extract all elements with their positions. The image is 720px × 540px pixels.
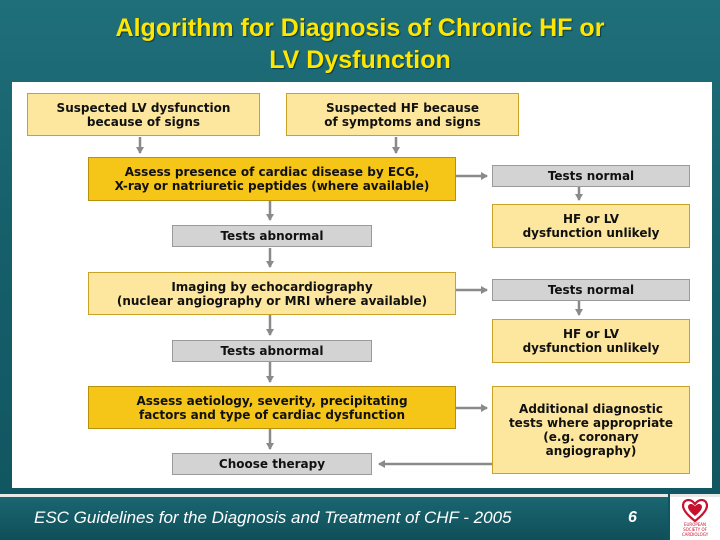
logo-text: EUROPEAN SOCIETY OF CARDIOLOGY <box>681 522 709 537</box>
tests-normal-1-box: Tests normal <box>492 165 690 187</box>
page-number: 6 <box>628 509 637 526</box>
assess-aetiology-box: Assess aetiology, severity, precipitating factors and type of cardiac dysfunction <box>88 386 456 429</box>
additional-tests-box: Additional diagnostic tests where appropriate (e.g. coronary angiography) <box>492 386 690 474</box>
hf-unlikely-1-box: HF or LV dysfunction unlikely <box>492 204 690 248</box>
assess-presence-box: Assess presence of cardiac disease by ECG, X-ray or natriuretic peptides (where available) <box>88 157 456 201</box>
tests-abnormal-1-box: Tests abnormal <box>172 225 372 247</box>
suspected-hf-box: Suspected HF because of symptoms and signs <box>286 93 519 136</box>
esc-logo <box>670 494 720 540</box>
hf-unlikely-2-box: HF or LV dysfunction unlikely <box>492 319 690 363</box>
imaging-box: Imaging by echocardiography (nuclear angiography or MRI where available) <box>88 272 456 315</box>
footer-text: ESC Guidelines for the Diagnosis and Treatment of CHF - 2005 <box>34 508 512 527</box>
slide-title: Algorithm for Diagnosis of Chronic HF or LV Dysfunction <box>115 14 605 74</box>
tests-abnormal-2-box: Tests abnormal <box>172 340 372 362</box>
choose-therapy-box: Choose therapy <box>172 453 372 475</box>
heart-icon <box>682 499 708 523</box>
tests-normal-2-box: Tests normal <box>492 279 690 301</box>
flowchart-panel <box>12 82 712 488</box>
suspected-lv-box: Suspected LV dysfunction because of signs <box>27 93 260 136</box>
